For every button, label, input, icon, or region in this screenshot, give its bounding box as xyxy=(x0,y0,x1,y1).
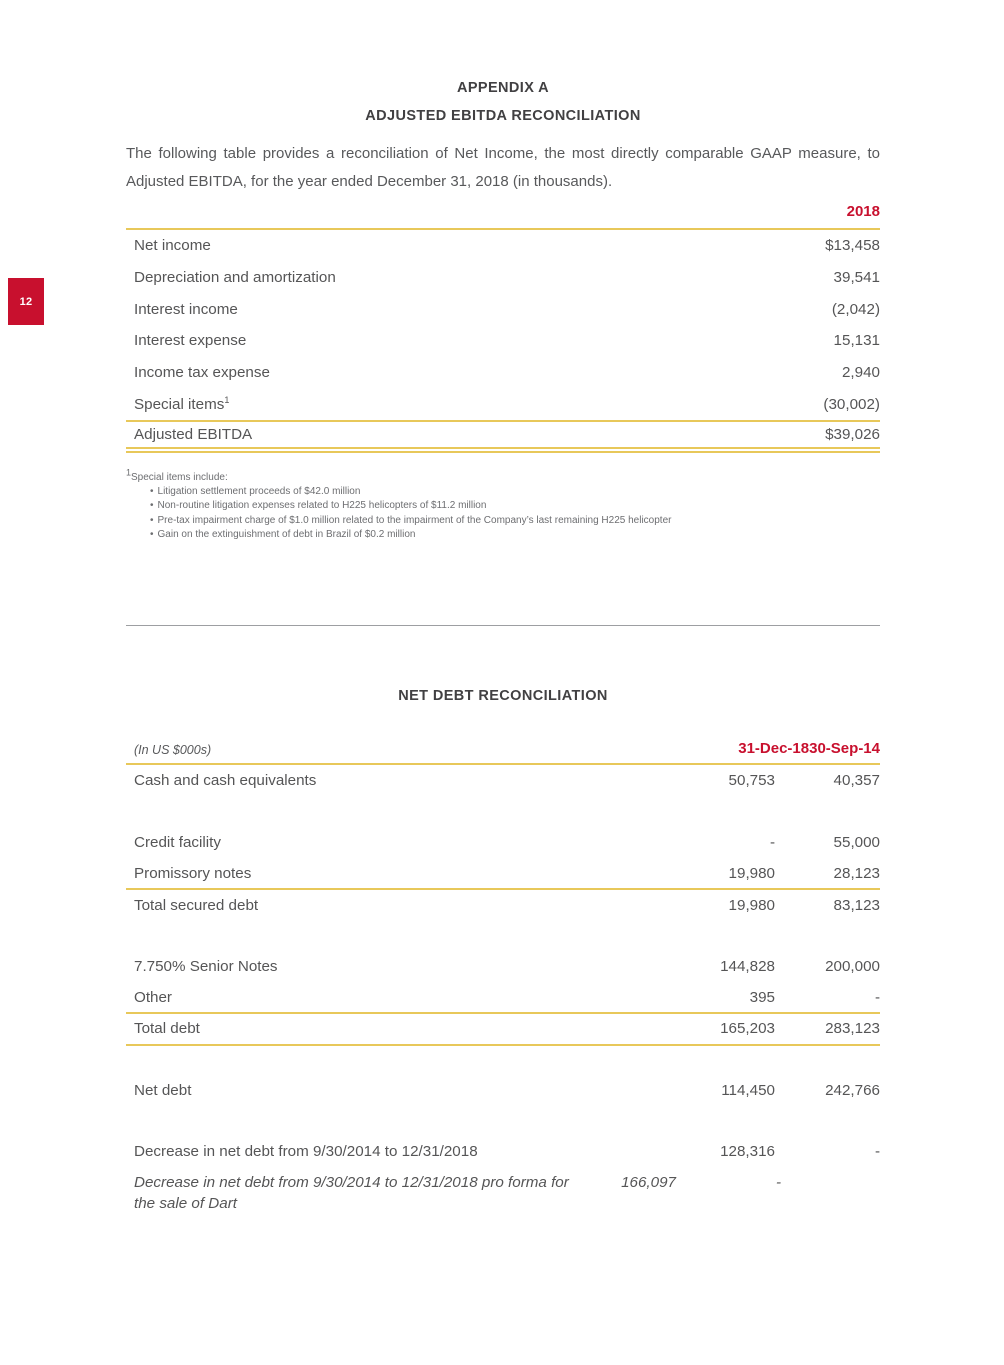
spacer-row xyxy=(126,922,880,951)
row-value: (30,002) xyxy=(823,395,880,413)
footnote-bullet-list xyxy=(150,485,880,542)
row-value-dec18: 128,316 xyxy=(720,1142,775,1160)
row-value-sep14: 283,123 xyxy=(825,1020,880,1038)
row-value-dec18: 114,450 xyxy=(721,1082,775,1100)
table-subtotal-row xyxy=(126,890,880,922)
section-divider xyxy=(126,625,880,626)
row-value-dec18: 19,980 xyxy=(728,864,775,882)
list-item xyxy=(150,514,880,528)
table-total-row xyxy=(126,420,880,453)
row-value-sep14: 83,123 xyxy=(833,897,880,915)
row-value-sep14: - xyxy=(874,988,880,1006)
row-label: Decrease in net debt from 9/30/2014 to 12/31/2018 pro forma for the sale of Dart xyxy=(134,1174,569,1212)
bullet-icon: • xyxy=(150,486,154,498)
row-label: Adjusted EBITDA xyxy=(134,426,253,444)
row-value: 39,541 xyxy=(833,269,880,287)
spacer-row xyxy=(126,1107,880,1136)
intro-paragraph: The following table provides a reconciliation of Net Income, the most directly comparable GAAP measure, to Adjusted EBITDA, for the year ended December 31, 2018 (in thousands). xyxy=(126,145,880,190)
page-number-badge xyxy=(8,278,44,325)
row-value-sep14: 242,766 xyxy=(825,1082,880,1100)
row-value: 2,940 xyxy=(841,364,880,382)
footnote-marker: 1 xyxy=(224,394,230,405)
ebitda-table-body xyxy=(126,228,880,453)
units-label: (In US $000s) xyxy=(134,743,212,757)
row-label: Total debt xyxy=(134,1020,200,1038)
footnote-intro xyxy=(126,467,880,485)
table-row xyxy=(126,293,880,325)
column-header-sep14: 30-Sep-14 xyxy=(809,740,880,757)
footnote-marker: 1 xyxy=(126,467,132,478)
row-value: (2,042) xyxy=(831,300,880,318)
table-row xyxy=(126,982,880,1014)
table-row xyxy=(126,230,880,262)
column-header-dec18: 31-Dec-18 xyxy=(738,740,810,757)
bullet-icon: • xyxy=(150,528,154,540)
row-label xyxy=(126,396,770,413)
row-value-sep14: - xyxy=(874,1142,880,1160)
net-debt-title: NET DEBT RECONCILIATION xyxy=(398,688,608,704)
table-row xyxy=(126,827,880,859)
table-row xyxy=(126,1136,880,1168)
row-value-dec18: 395 xyxy=(749,988,775,1006)
row-value-dec18: 144,828 xyxy=(720,958,775,976)
bullet-text: Litigation settlement proceeds of $42.0 million xyxy=(157,486,361,498)
table-row xyxy=(126,262,880,294)
row-label: Depreciation and amortization xyxy=(134,269,336,287)
document-page xyxy=(126,0,880,1365)
row-label: Promissory notes xyxy=(134,864,252,882)
row-value-sep14: 55,000 xyxy=(833,834,880,852)
row-value: $39,026 xyxy=(825,426,880,444)
row-value-dec18: - xyxy=(769,834,775,852)
bullet-text: Pre-tax impairment charge of $1.0 million related to the impairment of the Company’s last remaining H225 helicopter xyxy=(157,514,672,526)
table-row xyxy=(126,951,880,983)
row-value-sep14: - xyxy=(775,1174,781,1192)
ebitda-reconciliation-title: ADJUSTED EBITDA RECONCILIATION xyxy=(365,108,641,124)
list-item xyxy=(150,499,880,513)
net-debt-table-header xyxy=(126,737,880,765)
spacer-row xyxy=(126,1046,880,1075)
row-label: Interest income xyxy=(134,300,238,318)
table-row xyxy=(126,388,880,420)
ebitda-table xyxy=(126,203,880,453)
row-label: Net debt xyxy=(134,1082,192,1100)
table-row xyxy=(126,765,880,797)
row-value-dec18: 165,203 xyxy=(720,1020,775,1038)
bullet-text: Non-routine litigation expenses related to H225 helicopters of $11.2 million xyxy=(157,500,487,512)
row-value-dec18: 166,097 xyxy=(621,1174,676,1192)
footnote xyxy=(126,467,880,542)
row-value-dec18: 50,753 xyxy=(728,772,775,790)
table-row xyxy=(126,325,880,357)
row-label: Income tax expense xyxy=(134,364,270,382)
table-row xyxy=(126,1075,880,1107)
row-label: Credit facility xyxy=(134,834,221,852)
row-value: $13,458 xyxy=(825,237,880,255)
row-label: Total secured debt xyxy=(134,897,259,915)
row-value: 15,131 xyxy=(833,332,880,350)
bullet-icon: • xyxy=(150,514,154,526)
appendix-header xyxy=(126,80,880,125)
row-label: Net income xyxy=(134,237,211,255)
table-row xyxy=(126,858,880,890)
row-value-sep14: 200,000 xyxy=(825,958,880,976)
table-subtotal-row xyxy=(126,1014,880,1046)
page-number: 12 xyxy=(19,295,33,308)
row-label: Decrease in net debt from 9/30/2014 to 12/31/2018 xyxy=(134,1142,478,1160)
spacer-row xyxy=(126,797,880,827)
row-label: Other xyxy=(134,988,172,1006)
list-item xyxy=(150,485,880,499)
row-label: Interest expense xyxy=(134,332,247,350)
row-value-sep14: 40,357 xyxy=(833,772,880,790)
list-item xyxy=(150,528,880,542)
net-debt-table xyxy=(126,737,880,1217)
bullet-text: Gain on the extinguishment of debt in Brazil of $0.2 million xyxy=(157,528,416,540)
bullet-icon: • xyxy=(150,500,154,512)
row-value-dec18: 19,980 xyxy=(728,897,775,915)
table-row xyxy=(126,357,880,389)
row-label: Cash and cash equivalents xyxy=(134,772,317,790)
footnote-intro-text: Special items include: xyxy=(131,472,228,483)
row-label-text: Special items xyxy=(134,395,225,413)
row-label: 7.750% Senior Notes xyxy=(134,958,278,976)
ebitda-table-year-header: 2018 xyxy=(846,203,880,220)
row-value-sep14: 28,123 xyxy=(833,864,880,882)
appendix-title: APPENDIX A xyxy=(456,80,550,96)
table-row xyxy=(126,1167,880,1217)
